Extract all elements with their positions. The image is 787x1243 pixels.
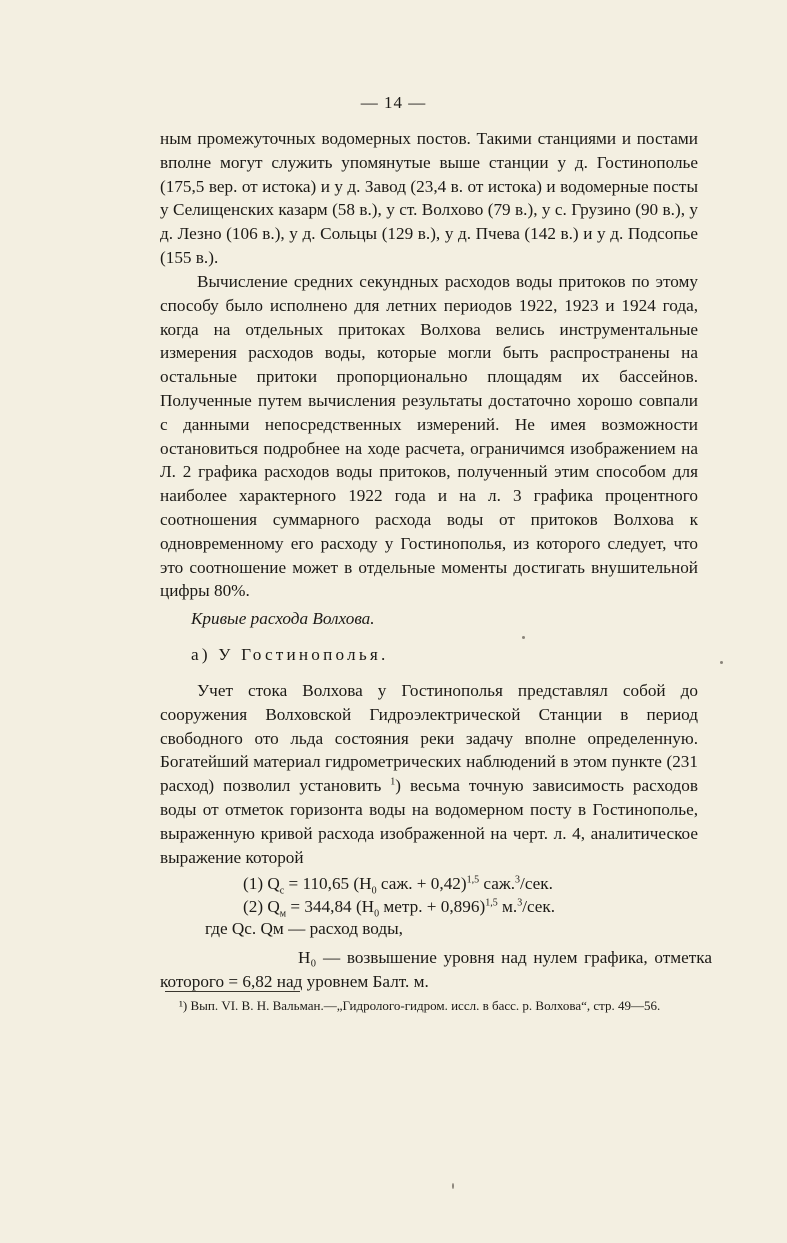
footnote-reference: 1	[390, 776, 396, 788]
h0-definition: H₀ — возвышение уровня над нулем графика, отметка которого = 6,82 над уровнем Балт. м.	[160, 948, 712, 991]
formula-1-eq: = 110,65 (H	[284, 874, 372, 893]
paragraph-3-text-b: весьма точную зависимость расходов воды от отметок горизонта воды на водомерном посту в Гостинополье, выраженную кривой расхода изображенной на черт. л. 4, аналитическое выражение которой	[160, 776, 698, 867]
formula-2-unit: м.	[497, 897, 518, 916]
formula-1-h-sub: 0	[371, 885, 377, 897]
formula-2	[243, 897, 556, 920]
formula-1-q-sub: с	[279, 885, 285, 897]
paragraph-2: Вычисление средних секундных расходов воды притоков по этому способу было исполнено для летних периодов 1922, 1923 и 1924 года, когда на отдельных притоках Волхова велись инструментальные измерения расходов воды, которые могли быть распространены на остальные притоки пропорционально площадям их бассейнов. Полученные путем вычисления результаты достаточно хорошо совпали с данными непосредственных измерений. Не имея возможности остановиться подробнее на ходе расчета, ограничимся изображением на Л. 2 графика расходов воды притоков, полученный этим способом для наиболее характерного 1922 года и на л. 3 графика процентного соотношения суммарного расхода воды от притоков Волхова к одновременному его расходу у Гостинополья, из которого следует, что это соотношение может в отдельные моменты достигать внушительной цифры 80%.	[160, 272, 698, 601]
paper-speck	[452, 1183, 454, 1189]
formula-2-q-sub: м	[279, 908, 287, 920]
formula-1-q: Q	[267, 874, 280, 893]
footnote: ¹) Вып. VI. В. Н. Вальман.—„Гидролого-гидром. иссл. в басс. р. Волхова“, стр. 49—56.	[179, 998, 661, 1013]
formula-1-rest: саж. + 0,42)	[376, 874, 467, 893]
subsection-heading: а) У Гостинополья.	[191, 645, 389, 664]
formula-2-rest: метр. + 0,896)	[379, 897, 486, 916]
section-heading: Кривые расхода Волхова.	[191, 609, 375, 628]
formula-2-unit-tail: /сек.	[522, 897, 556, 916]
formula-1-number: (1)	[243, 874, 264, 893]
formula-2-unit-sup: 3	[517, 897, 523, 909]
formula-2-exponent: 1,5	[485, 897, 498, 909]
footnote-divider	[165, 991, 300, 992]
formula-2-h-sub: 0	[374, 908, 380, 920]
formula-2-eq: = 344,84 (H	[286, 897, 375, 916]
formula-1-unit: саж.	[479, 874, 516, 893]
where-line: где Qс. Qм — расход воды,	[205, 919, 403, 938]
formula-2-q: Q	[267, 897, 280, 916]
paragraph-3-text-a: Учет стока Волхова у Гостинополья представлял собой до сооружения Волховской Гидроэлектрической Станции в период свободного ото льда состояния реки задачу вполне определенную. Богатейший материал гидрометрических наблюдений в этом пункте (231 расход) позволил установить	[160, 681, 698, 796]
page-number: — 14 —	[360, 93, 427, 112]
formula-2-number: (2)	[243, 897, 264, 916]
paragraph-1: ным промежуточных водомерных постов. Такими станциями и постами вполне могут служить упомянутые выше станции у д. Гостинополье (175,5 вер. от истока) и у д. Завод (23,4 в. от истока) и водомерные посты у Селищенских казарм (58 в.), у ст. Волхово (79 в.), у с. Грузино (90 в.), у д. Лезно (106 в.), у д. Сольцы (129 в.), у д. Пчева (142 в.) и у д. Подсопье (155 в.).	[160, 129, 698, 267]
paper-speck	[720, 661, 723, 664]
formula-1	[243, 874, 553, 897]
paper-speck	[522, 636, 525, 639]
paragraph-3: Учет стока Волхова у Гостинополья представлял собой до сооружения Волховской Гидроэлектрической Станции в период свободного ото льда состояния реки задачу вполне определенную. Богатейший материал гидрометрических наблюдений в этом пункте (231 расход) позволил установить $^1$) весьма точную зависимость расходов воды от отметок горизонта воды на водомерном посту в Гостинополье, выраженную кривой расхода изображенной на черт. л. 4, аналитическое выражение которой	[160, 681, 698, 867]
formula-1-exponent: 1,5	[466, 874, 480, 886]
formula-1-unit-sup: 3	[515, 874, 521, 886]
formula-1-unit-tail: /сек.	[520, 874, 553, 893]
